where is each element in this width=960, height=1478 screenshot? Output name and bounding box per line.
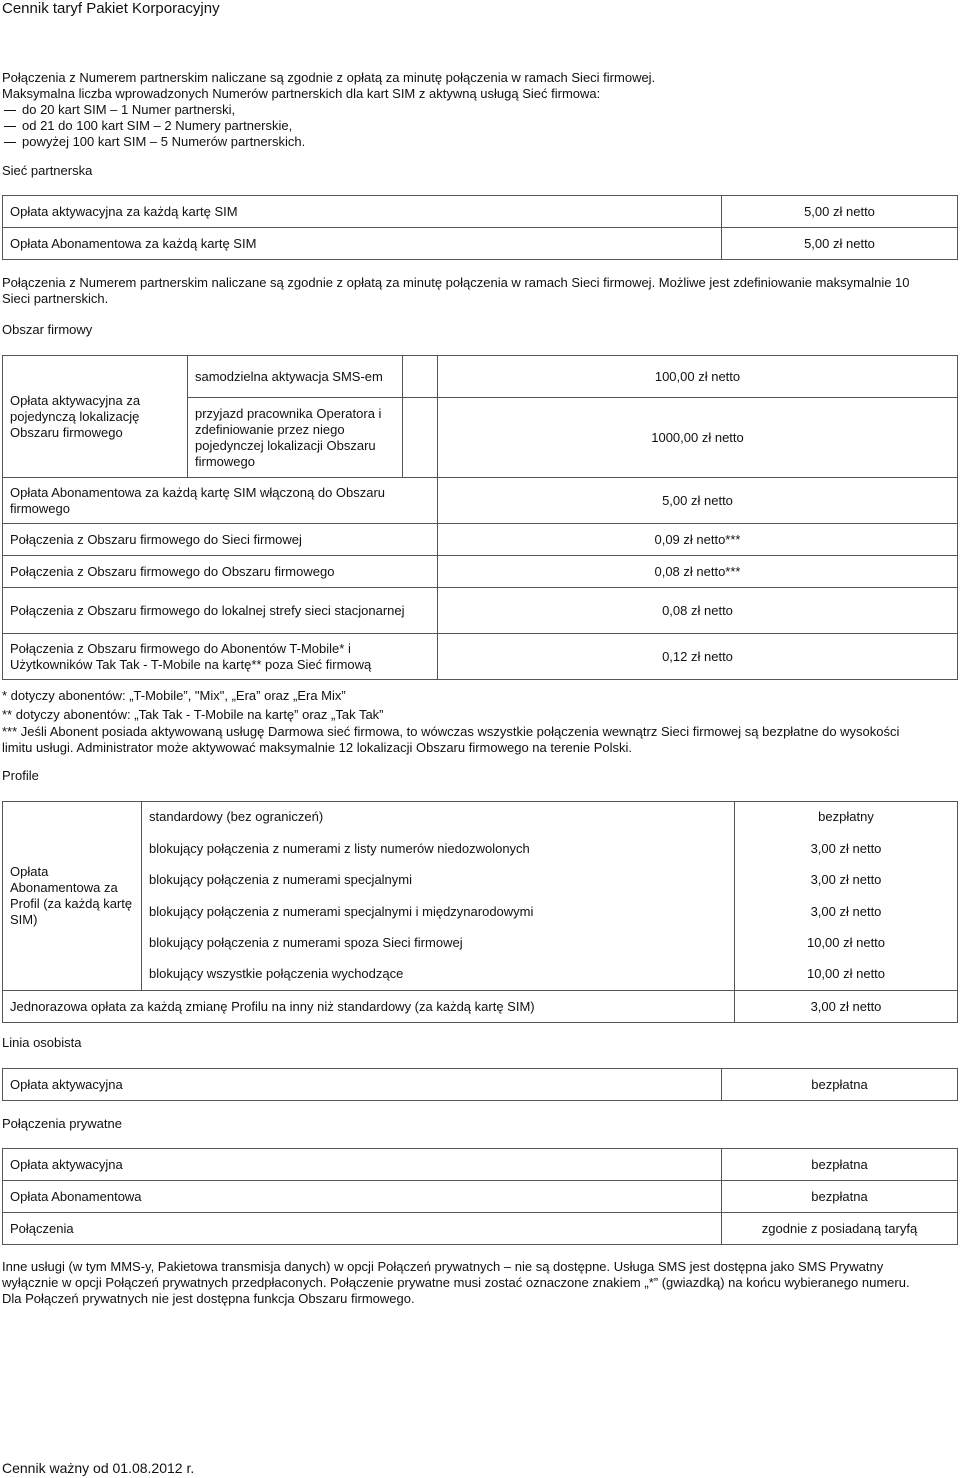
row-label: Opłata Abonamentowa: [3, 1181, 722, 1213]
table-row: [3, 524, 958, 556]
polaczenia-prywatne-note: Inne usługi (w tym MMS-y, Pakietowa transmisja danych) w opcji Połączeń prywatnych – nie są dostępne. Usługa SMS jest dostępna jako SMS Prywatny wyłącznie w opcji Połączeń prywatnych przedpłaconych. Połączenie prywatne musi zostać oznaczone znakiem „*” (gwiazdką) na końcu wybieranego numeru. Dla Połączeń prywatnych nie jest dostępna funkcja Obszaru firmowego.: [2, 1259, 910, 1306]
row-label: Połączenia z Obszaru firmowego do Obszaru firmowego: [3, 556, 438, 588]
polaczenia-prywatne-table: [2, 1148, 958, 1245]
table-row: [3, 478, 958, 524]
validity-footer: Cennik ważny od 01.08.2012 r.: [2, 1460, 195, 1476]
row-price: bezpłatny: [735, 802, 958, 833]
row-price: 10,00 zł netto: [735, 928, 958, 959]
option-label: przyjazd pracownika Operatora i zdefiniowanie przez niego pojedynczej lokalizacji Obszaru firmowego: [188, 398, 403, 478]
row-price: 0,08 zł netto***: [438, 556, 958, 588]
row-price: zgodnie z posiadaną taryfą: [722, 1213, 958, 1245]
table-row: [3, 1069, 958, 1101]
row-label: Opłata aktywacyjna: [3, 1069, 722, 1101]
row-label: Połączenia z Obszaru firmowego do Sieci firmowej: [3, 524, 438, 556]
row-label: Połączenia: [3, 1213, 722, 1245]
row-price: bezpłatna: [722, 1181, 958, 1213]
table-row: [3, 556, 958, 588]
row-price: 3,00 zł netto: [735, 991, 958, 1023]
row-price: 0,09 zł netto***: [438, 524, 958, 556]
row-price: 10,00 zł netto: [735, 959, 958, 991]
option-price: 100,00 zł netto: [438, 356, 958, 398]
row-label: Opłata Abonamentowa za każdą kartę SIM: [3, 228, 722, 260]
row-price: 5,00 zł netto: [722, 228, 958, 260]
section-heading-polaczenia-prywatne: Połączenia prywatne: [2, 1116, 122, 1131]
row-price: 0,08 zł netto: [438, 588, 958, 634]
row-price: 3,00 zł netto: [735, 896, 958, 928]
table-row: [3, 588, 958, 634]
row-price: bezpłatna: [722, 1149, 958, 1181]
row-price: 0,12 zł netto: [438, 634, 958, 680]
row-price: 5,00 zł netto: [438, 478, 958, 524]
section-heading-siec-partnerska: Sieć partnerska: [2, 163, 93, 178]
page-title: Cennik taryf Pakiet Korporacyjny: [2, 0, 220, 17]
siec-partnerska-note: Połączenia z Numerem partnerskim naliczane są zgodnie z opłatą za minutę połączenia w ramach Sieci firmowej. Możliwe jest zdefiniowanie maksymalnie 10 Sieci partnerskich.: [2, 275, 910, 306]
row-label: standardowy (bez ograniczeń): [142, 802, 735, 833]
table-row: [3, 802, 958, 833]
row-label: blokujący wszystkie połączenia wychodzące: [142, 959, 735, 991]
footnote-1: * dotyczy abonentów: „T-Mobile”, "Mix", „Era” oraz „Era Mix”: [2, 688, 346, 703]
table-row: [3, 991, 958, 1023]
list-item: do 20 kart SIM – 1 Numer partnerski,: [2, 102, 305, 118]
list-item: od 21 do 100 kart SIM – 2 Numery partnerskie,: [2, 118, 305, 134]
table-row: [3, 833, 958, 865]
table-row: [3, 228, 958, 260]
row-price: 5,00 zł netto: [722, 196, 958, 228]
section-heading-linia-osobista: Linia osobista: [2, 1035, 82, 1050]
list-item: powyżej 100 kart SIM – 5 Numerów partnerskich.: [2, 134, 305, 150]
row-price: 3,00 zł netto: [735, 833, 958, 865]
row-label: blokujący połączenia z numerami spoza Sieci firmowej: [142, 928, 735, 959]
table-row: [3, 1213, 958, 1245]
row-label: Opłata aktywacyjna: [3, 1149, 722, 1181]
row-label: blokujący połączenia z numerami specjalnymi: [142, 865, 735, 896]
profile-group-label: Opłata Abonamentowa za Profil (za każdą kartę SIM): [3, 802, 142, 991]
table-row: [3, 196, 958, 228]
table-row: [3, 356, 958, 398]
footnote-2: ** dotyczy abonentów: „Tak Tak - T-Mobile na kartę” oraz „Tak Tak”: [2, 707, 384, 722]
row-label: Opłata Abonamentowa za każdą kartę SIM włączoną do Obszaru firmowego: [3, 478, 438, 524]
table-row: [3, 959, 958, 991]
obszar-firmowy-table: [2, 355, 958, 680]
row-label: Jednorazowa opłata za każdą zmianę Profilu na inny niż standardowy (za każdą kartę SIM): [3, 991, 735, 1023]
row-price: 3,00 zł netto: [735, 865, 958, 896]
row-label: blokujący połączenia z numerami specjalnymi i międzynarodowymi: [142, 896, 735, 928]
activation-label: Opłata aktywacyjna za pojedynczą lokalizację Obszaru firmowego: [3, 356, 188, 478]
footnote-3: *** Jeśli Abonent posiada aktywowaną usługę Darmowa sieć firmowa, to wówczas wszystkie połączenia wewnątrz Sieci firmowej są bezpłatne do wysokości limitu usługi. Administrator może aktywować maksymalnie 12 lokalizacji Obszaru firmowego na terenie Polski.: [2, 724, 900, 755]
table-row: [3, 865, 958, 896]
intro-text-1: Połączenia z Numerem partnerskim naliczane są zgodnie z opłatą za minutę połączenia w ramach Sieci firmowej.: [2, 70, 656, 85]
option-label: samodzielna aktywacja SMS-em: [188, 356, 403, 398]
option-price: 1000,00 zł netto: [438, 398, 958, 478]
partner-limits-list: [2, 102, 305, 150]
row-label: Połączenia z Obszaru firmowego do Abonentów T-Mobile* i Użytkowników Tak Tak - T-Mobile na kartę** poza Sieć firmową: [3, 634, 438, 680]
profile-table: [2, 801, 958, 1023]
row-label: Opłata aktywacyjna za każdą kartę SIM: [3, 196, 722, 228]
intro-text-2: Maksymalna liczba wprowadzonych Numerów partnerskich dla kart SIM z aktywną usługą Sieć firmowa:: [2, 86, 601, 101]
linia-osobista-table: [2, 1068, 958, 1101]
table-row: [3, 896, 958, 928]
table-row: [3, 634, 958, 680]
row-label: blokujący połączenia z numerami z listy numerów niedozwolonych: [142, 833, 735, 865]
table-row: [3, 928, 958, 959]
section-heading-obszar-firmowy: Obszar firmowy: [2, 322, 93, 337]
siec-partnerska-table: [2, 195, 958, 260]
row-price: bezpłatna: [722, 1069, 958, 1101]
row-label: Połączenia z Obszaru firmowego do lokalnej strefy sieci stacjonarnej: [3, 588, 438, 634]
table-row: [3, 1181, 958, 1213]
section-heading-profile: Profile: [2, 768, 39, 783]
table-row: [3, 1149, 958, 1181]
